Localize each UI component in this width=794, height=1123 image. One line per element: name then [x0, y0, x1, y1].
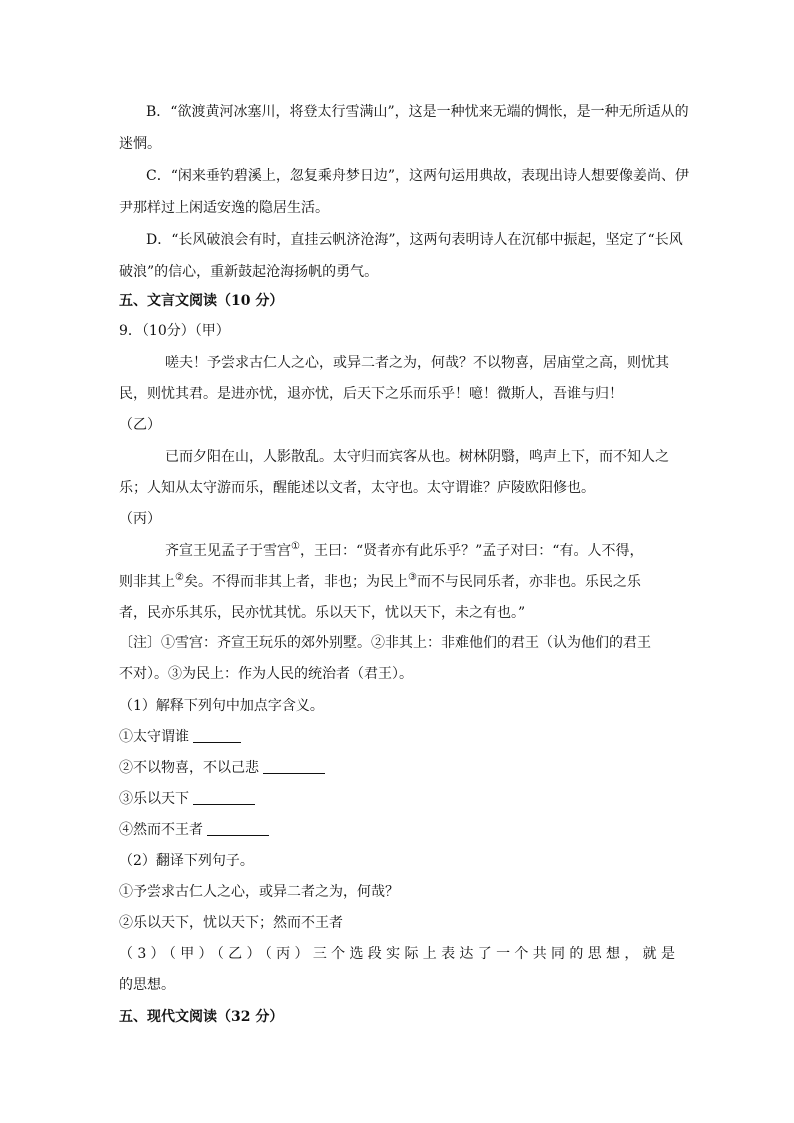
- passage-yi-line-1: 已而夕阳在山，人影散乱。太守归而宾客从也。树林阴翳，鸣声上下，而不知人之: [165, 449, 669, 465]
- answer-blank[interactable]: [207, 821, 269, 836]
- passage-yi-label: （乙）: [119, 417, 161, 433]
- option-c-line-1: C．“闲来垂钓碧溪上，忽复乘舟梦日边”，这两句运用典故，表现出诗人想要像姜尚、伊: [146, 168, 690, 184]
- subquestion-1-item-1: [119, 727, 675, 747]
- subquestion-3-line-1: （3）（甲）（乙）（丙）三个选段实际上表达了一个共同的思想，就是: [119, 946, 675, 962]
- passage-bing-text: 齐宣王见孟子于雪宫: [165, 543, 291, 559]
- annotation-line-1: 〔注〕①雪宫：齐宣王玩乐的郊外别墅。②非其上：非难他们的君王（认为他们的君王: [119, 635, 651, 651]
- subquestion-2-item-2: ②乐以天下，忧以天下；然而不王者: [119, 915, 343, 931]
- option-d-line-2: 破浪”的信心，重新鼓起沧海扬帆的勇气。: [119, 264, 379, 280]
- footnote-marker-3: ③: [407, 572, 417, 583]
- passage-bing-label: （丙）: [119, 511, 161, 527]
- option-c-line-2: 尹那样过上闲适安逸的隐居生活。: [119, 200, 329, 216]
- subquestion-3-line-2: 的思想。: [119, 977, 175, 993]
- option-b-line-1: B．“欲渡黄河冰塞川，将登太行雪满山”，这是一种忧来无端的惆怅，是一种无所适从的: [146, 104, 689, 120]
- passage-bing-text: 而不与民同乐者，亦非也。乐民之乐: [416, 574, 641, 590]
- question-9-heading: 9．（10分）（甲）: [119, 323, 230, 339]
- answer-blank[interactable]: [193, 790, 255, 805]
- passage-bing-line-1: [165, 541, 675, 561]
- subquestion-1-item-3: [119, 789, 675, 809]
- passage-jia-line-2: 民，则忧其君。是进亦忧，退亦忧，后天下之乐而乐乎！噫！微斯人，吾谁与归！: [119, 386, 623, 402]
- annotation-line-2: 不对）。③为民上：作为人民的统治者（君王）。: [119, 666, 413, 682]
- passage-bing-text: ，王曰：“贤者亦有此乐乎？”孟子对曰：“有。人不得，: [299, 543, 644, 559]
- passage-jia-line-1: 嗟夫！予尝求古仁人之心，或异二者之为，何哉？不以物喜，居庙堂之高，则忧其: [165, 355, 669, 371]
- answer-blank[interactable]: [263, 759, 325, 774]
- passage-yi-line-2: 乐；人知从太守游而乐，醒能述以文者，太守也。太守谓谁？庐陵欧阳修也。: [119, 480, 595, 496]
- footnote-marker-1: ①: [291, 541, 300, 552]
- passage-bing-line-3: 者，民亦乐其乐，民亦忧其忧。乐以天下，忧以天下，未之有也。”: [119, 605, 526, 621]
- section-title-modern: 五、现代文阅读（32 分）: [119, 1009, 284, 1025]
- passage-bing-line-2: [119, 572, 675, 592]
- subquestion-2-title: （2）翻译下列句子。: [119, 853, 254, 869]
- item-text: ③乐以天下: [119, 791, 189, 807]
- footnote-marker-2: ②: [175, 572, 184, 583]
- option-b-line-2: 迷惘。: [119, 136, 161, 152]
- item-text: ②不以物喜，不以己悲: [119, 760, 259, 776]
- subquestion-1-item-4: [119, 820, 675, 840]
- section-title-classical: 五、文言文阅读（10 分）: [119, 293, 284, 309]
- subquestion-1-title: （1）解释下列句中加点字含义。: [119, 698, 324, 714]
- subquestion-1-item-2: [119, 758, 675, 778]
- answer-blank[interactable]: [193, 728, 241, 743]
- option-d-line-1: D．“长风破浪会有时，直挂云帆济沧海”，这两句表明诗人在沉郁中振起，坚定了“长风: [146, 232, 683, 248]
- passage-bing-text: 矣。不得而非其上者，非也；为民上: [183, 574, 408, 590]
- passage-bing-text: 则非其上: [119, 574, 175, 590]
- subquestion-2-item-1: ①予尝求古仁人之心，或异二者之为，何哉？: [119, 884, 399, 900]
- item-text: ①太守谓谁: [119, 729, 189, 745]
- item-text: ④然而不王者: [119, 822, 203, 838]
